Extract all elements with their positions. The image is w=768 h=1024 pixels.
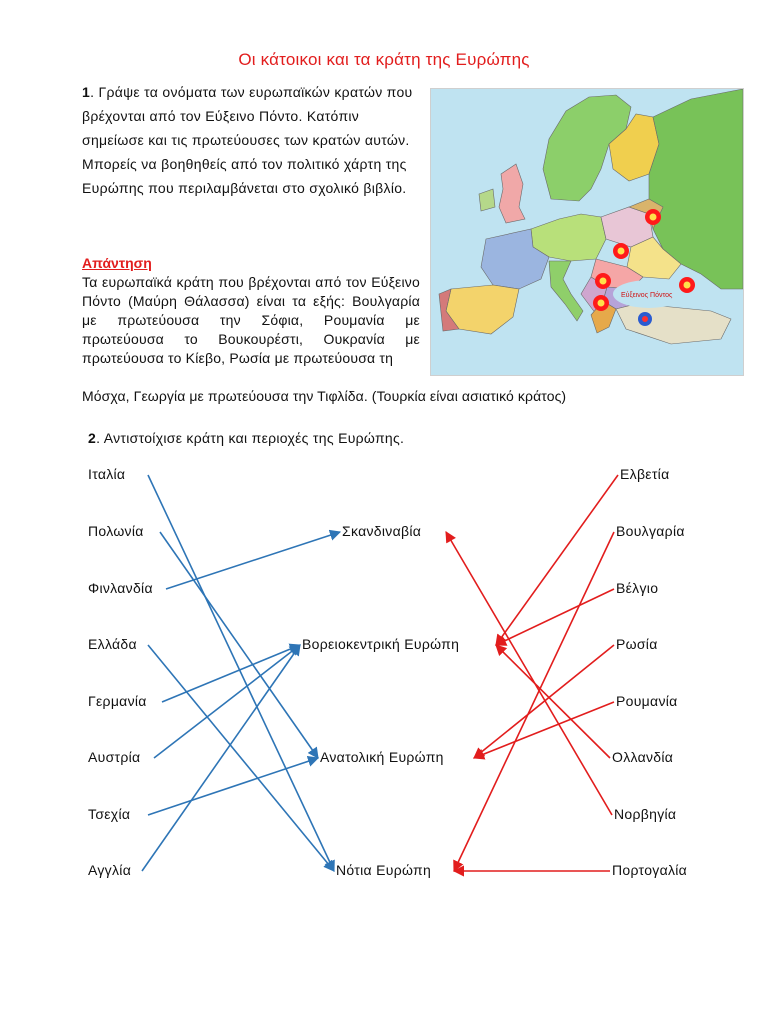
arrow-right-4 [474,702,614,758]
arrow-right-0 [496,475,618,645]
right-country-3: Ρωσία [616,636,658,652]
left-country-1: Πολωνία [88,523,144,539]
right-country-5: Ολλανδία [612,749,674,765]
arrow-left-7 [142,645,300,871]
left-country-7: Αγγλία [88,862,132,878]
right-country-2: Βέλγιο [616,580,659,596]
question-1-number: 1 [82,84,91,100]
right-country-7: Πορτογαλία [612,862,688,878]
right-country-0: Ελβετία [620,466,670,482]
arrow-left-0 [148,475,334,871]
left-country-0: Ιταλία [88,466,126,482]
arrow-left-6 [148,758,318,815]
arrow-right-2 [496,589,614,645]
arrow-right-6 [446,532,612,815]
left-country-3: Ελλάδα [88,636,137,652]
map-sea-label: Εύξεινος Πόντος [621,292,673,299]
arrow-left-2 [166,532,340,589]
arrow-right-1 [454,532,614,871]
page-title: Οι κάτοικοι και τα κράτη της Ευρώπης [238,50,530,69]
left-country-2: Φινλανδία [88,580,153,596]
question-2-number: 2 [88,430,97,446]
answer-body: Τα ευρωπαϊκά κράτη που βρέχονται από τον Εύξεινο Πόντο (Μαύρη Θάλασσα) είναι τα εξής: Βουλγαρία με πρωτεύουσα την Σόφια, Ρουμανία με πρωτεύουσα το Βουκουρέστι, Ουκρανία με πρωτεύουσα το Κίεβο, Ρωσία με πρωτεύουσα τη [82,274,420,366]
arrow-left-3 [148,645,334,871]
region-3: Νότια Ευρώπη [336,862,432,878]
region-0: Σκανδιναβία [342,523,422,539]
right-country-6: Νορβηγία [614,806,677,822]
left-country-4: Γερμανία [88,693,147,709]
question-2-text: . Αντιστοίχισε κράτη και περιοχές της Ευρώπης. [96,430,405,446]
right-country-1: Βουλγαρία [616,523,685,539]
left-country-6: Τσεχία [88,806,131,822]
right-country-4: Ρουμανία [616,693,678,709]
question-1-text: . Γράψε τα ονόματα των ευρωπαϊκών κρατών που βρέχονται από τον Εύξεινο Πόντο. Κατόπιν σημείωσε και τις πρωτεύουσες των κρατών αυτών. Μπορείς να βοηθηθείς από τον πολιτικό χάρτη της Ευρώπης που περιλαμβάνεται στο σχολικό βιβλίο. [82,84,413,196]
region-2: Ανατολική Ευρώπη [320,749,444,765]
answer-last-line: Μόσχα, Γεωργία με πρωτεύουσα την Τιφλίδα. (Τουρκία είναι ασιατικό κράτος) [82,388,567,404]
left-country-5: Αυστρία [88,749,141,765]
region-1: Βορειοκεντρική Ευρώπη [302,636,460,652]
answer-heading: Απάντηση [82,255,152,271]
